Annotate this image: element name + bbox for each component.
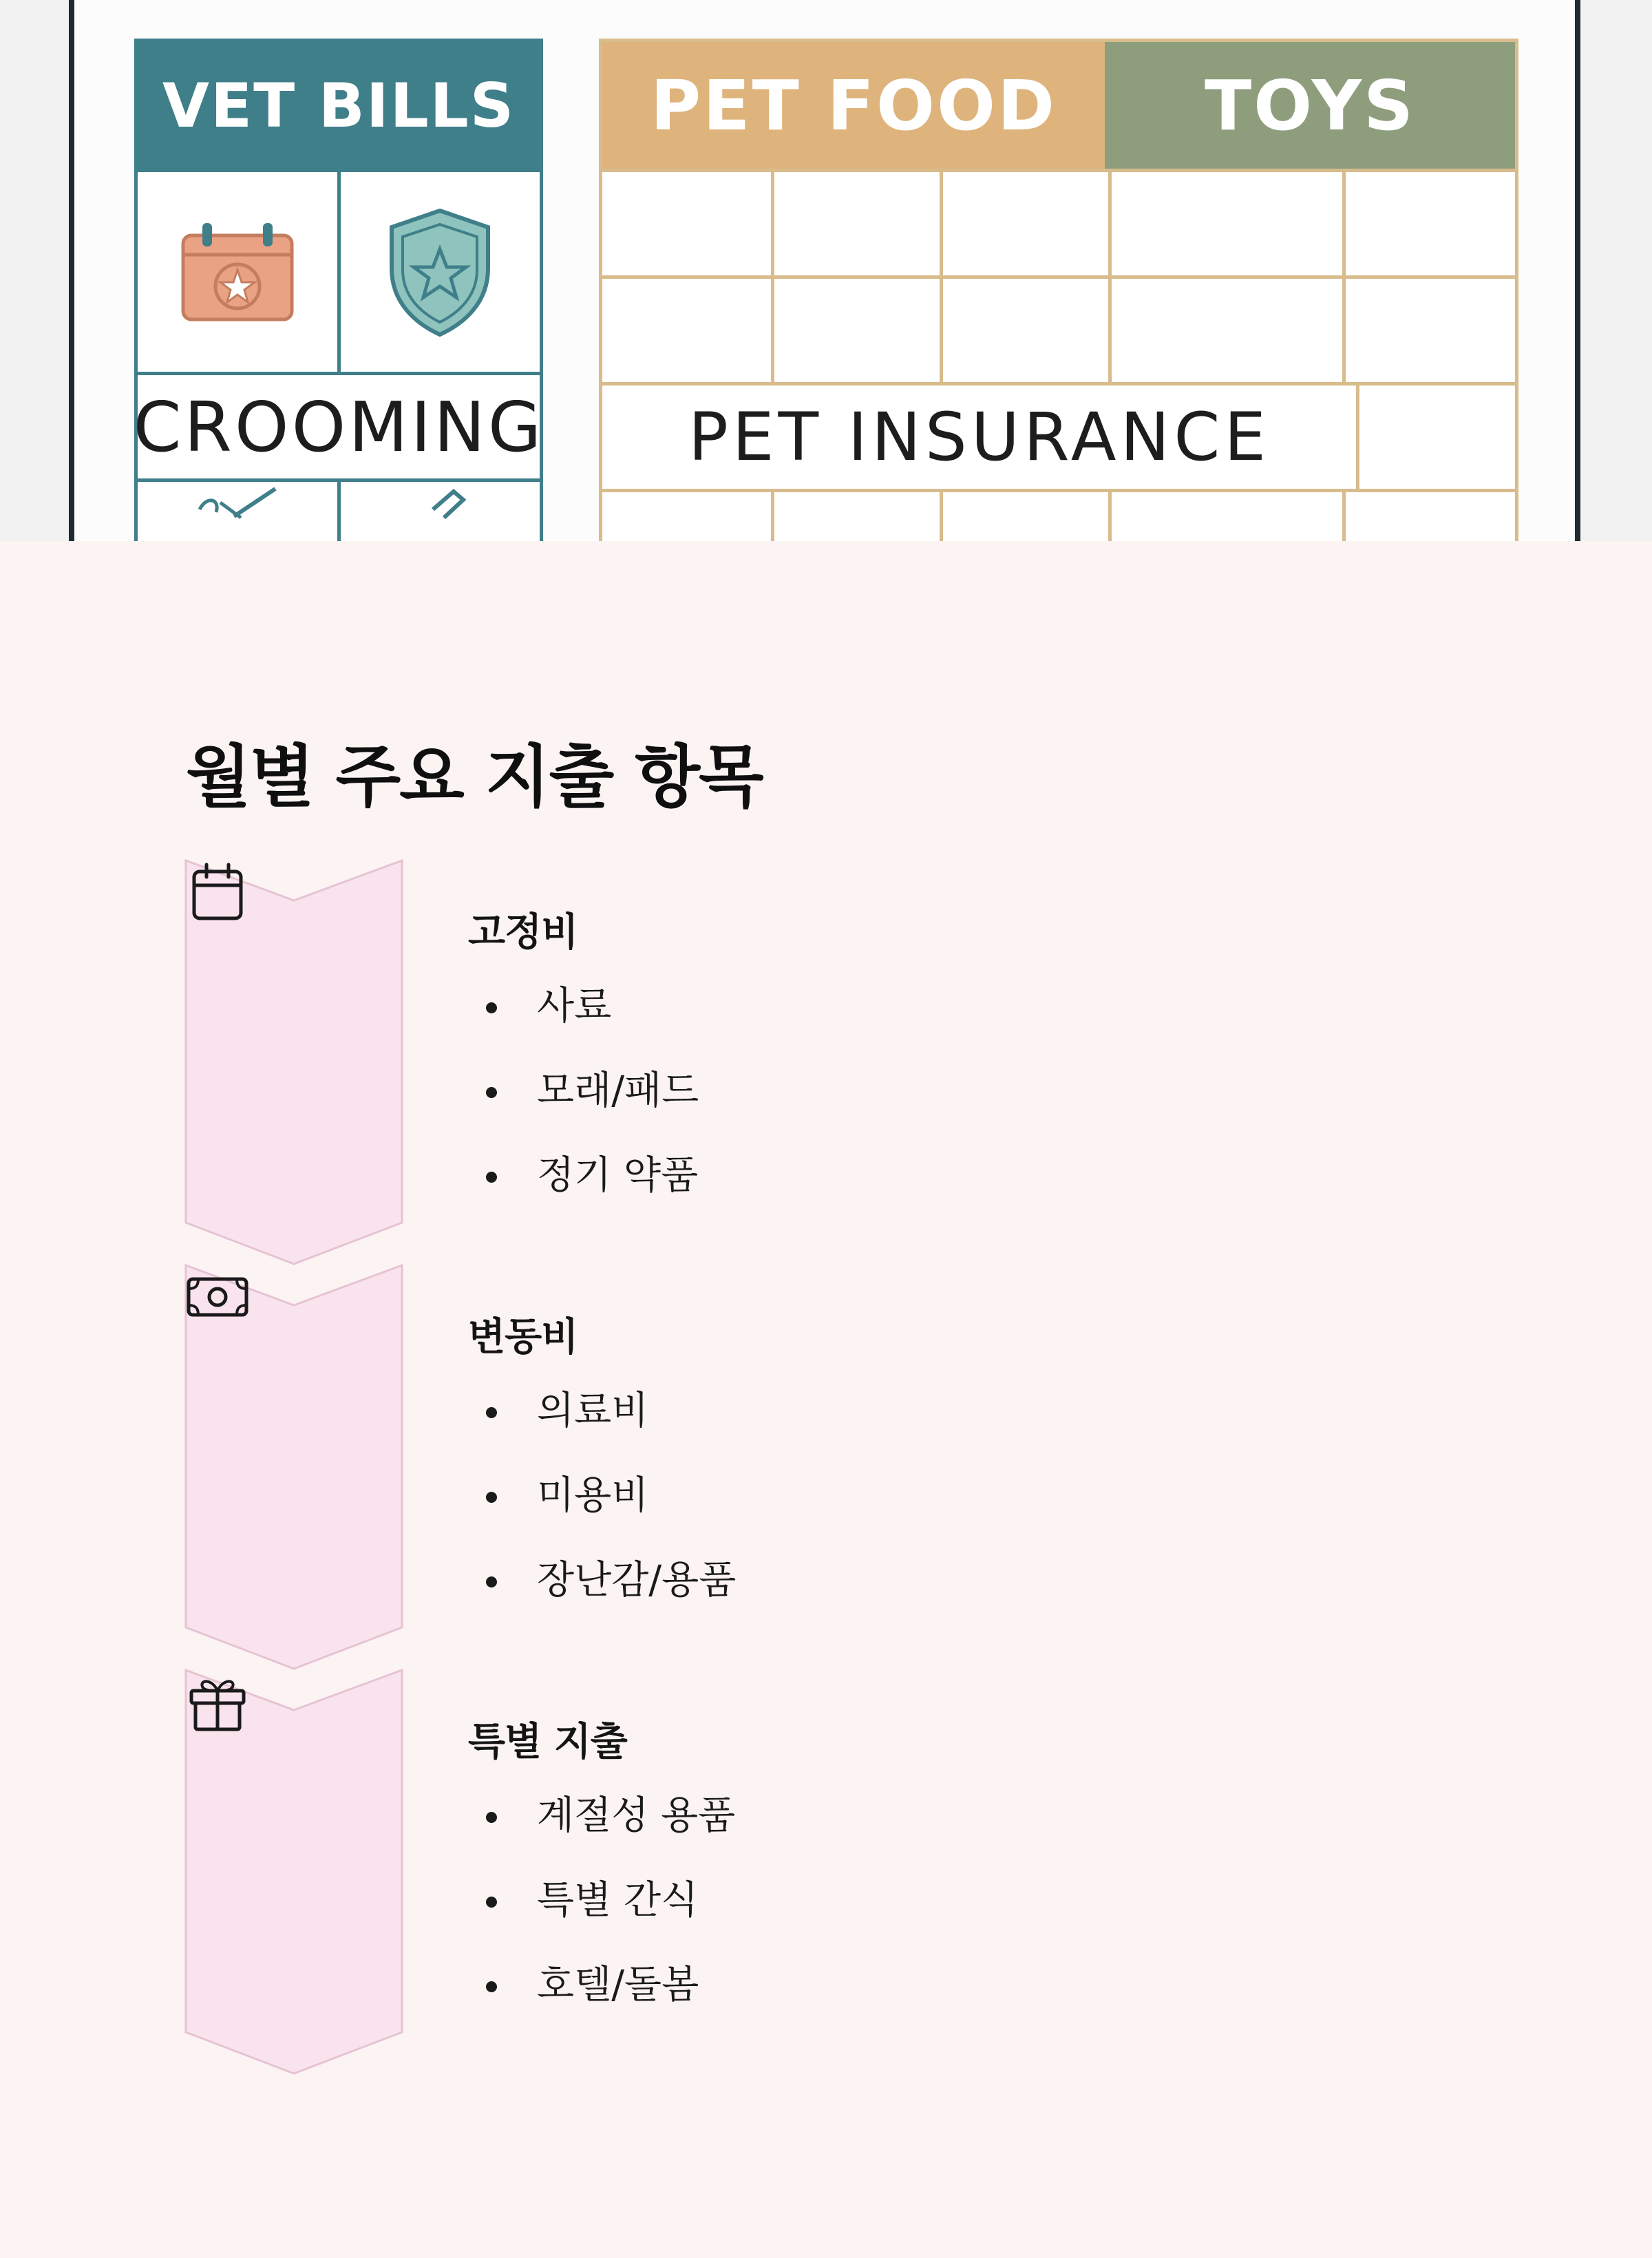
grid-cell xyxy=(1108,172,1342,275)
grid-cell xyxy=(1108,279,1342,382)
money-icon xyxy=(184,1264,251,1330)
group-title: 변동비 xyxy=(468,1315,578,1360)
vet-icon-row xyxy=(138,169,540,372)
expense-group-special xyxy=(468,1711,1501,2041)
calendar-star-icon xyxy=(179,220,296,324)
chevron-step-2 xyxy=(184,1264,403,1670)
vet-bills-heading: VET BILLS xyxy=(138,42,540,169)
brush-cell xyxy=(337,482,540,541)
grid-cell xyxy=(771,172,940,275)
brush-icon xyxy=(405,482,474,523)
grid-cell xyxy=(940,492,1108,541)
grid-cell xyxy=(1356,386,1515,489)
grid-cell xyxy=(1342,172,1515,275)
grid-row xyxy=(602,489,1515,541)
expense-group-variable xyxy=(468,1307,1501,1636)
group-item-list xyxy=(468,1382,1501,1636)
grid-cell xyxy=(771,279,940,382)
list-item: 계절성 용품 xyxy=(468,1787,1501,1872)
grid-cell xyxy=(1342,279,1515,382)
grooming-label: CROOMING xyxy=(138,372,540,482)
grid-cell xyxy=(602,492,771,541)
grid-cell xyxy=(1342,492,1515,541)
gift-icon xyxy=(184,1669,251,1735)
section-title: 월별 주요 지출 항목 xyxy=(186,738,763,816)
grid-cell xyxy=(602,172,771,275)
list-item: 호텔/돌봄 xyxy=(468,1956,1501,2041)
vet-cell-shield xyxy=(337,172,540,372)
vet-bills-box xyxy=(134,39,543,541)
list-item: 미용비 xyxy=(468,1467,1501,1552)
expense-group-fixed xyxy=(468,902,1501,1232)
grooming-tools-row xyxy=(138,482,540,541)
insurance-row xyxy=(602,382,1515,489)
grid-row xyxy=(602,169,1515,275)
grid-cell xyxy=(771,492,940,541)
grid-cell xyxy=(602,279,771,382)
calendar-icon xyxy=(184,859,251,925)
group-title: 특별 지출 xyxy=(468,1720,627,1764)
chevron-step-1 xyxy=(184,859,403,1265)
list-item: 사료 xyxy=(468,978,1501,1062)
group-item-list xyxy=(468,978,1501,1232)
list-item: 장난감/용품 xyxy=(468,1552,1501,1636)
grid-row xyxy=(602,275,1515,382)
vet-cell-calendar xyxy=(138,172,337,372)
list-item: 의료비 xyxy=(468,1382,1501,1467)
planner-illustration xyxy=(0,0,1652,541)
group-title: 고정비 xyxy=(468,910,578,955)
grid-cell xyxy=(940,172,1108,275)
grid-cell xyxy=(940,279,1108,382)
chevron-step-3 xyxy=(184,1669,403,2075)
toys-heading: TOYS xyxy=(1105,42,1515,169)
pet-food-heading: PET FOOD xyxy=(602,42,1105,169)
food-toys-box xyxy=(599,39,1518,541)
food-toys-header xyxy=(602,42,1515,169)
pet-insurance-label: PET INSURANCE xyxy=(688,399,1270,476)
grid-cell xyxy=(1108,492,1342,541)
shield-star-icon xyxy=(385,207,495,337)
list-item: 정기 약품 xyxy=(468,1147,1501,1232)
scissors-cell xyxy=(138,482,337,541)
list-item: 특별 간식 xyxy=(468,1872,1501,1956)
list-item: 모래/패드 xyxy=(468,1062,1501,1147)
group-item-list xyxy=(468,1787,1501,2041)
scissors-icon xyxy=(193,482,282,523)
